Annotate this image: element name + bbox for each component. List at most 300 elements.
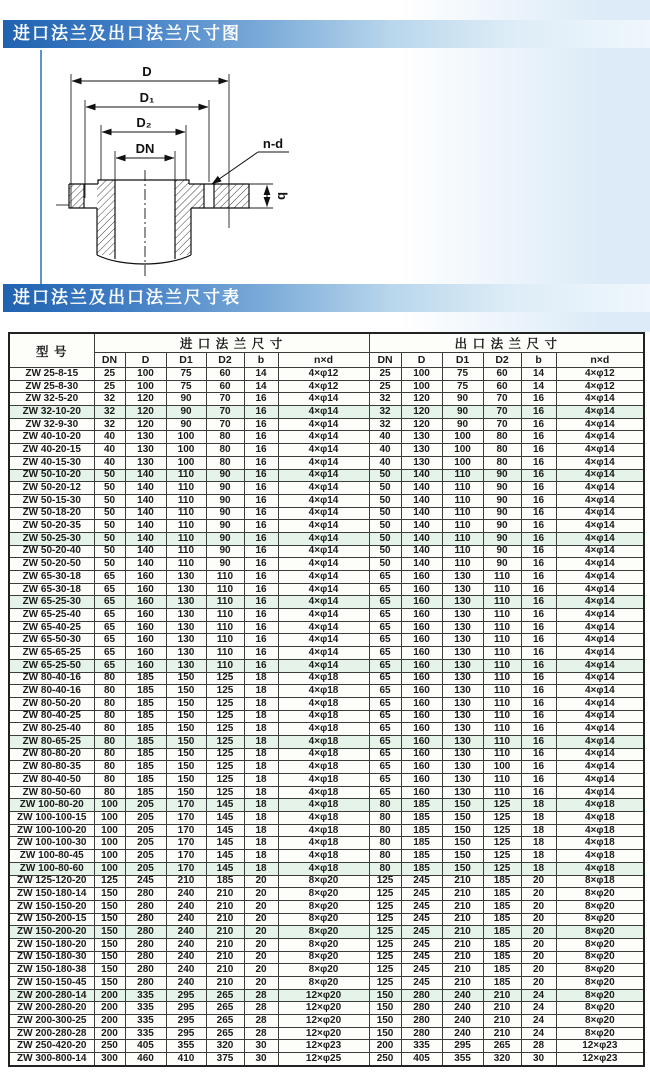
dimension-cell: 110 <box>166 558 206 571</box>
dimension-cell: 185 <box>483 938 521 951</box>
dimension-cell: 120 <box>125 393 166 406</box>
dimension-cell: 120 <box>401 418 442 431</box>
dimension-cell: 130 <box>442 761 483 774</box>
dimension-cell: 12×φ23 <box>278 1040 369 1053</box>
flange-section-diagram <box>26 48 342 286</box>
dimension-cell: 60 <box>206 368 244 381</box>
dimension-cell: 8×φ20 <box>278 964 369 977</box>
dimension-cell: 8×φ20 <box>556 977 644 990</box>
dimension-cell: 12×φ23 <box>556 1040 644 1053</box>
dimension-cell: 16 <box>244 532 278 545</box>
dimension-cell: 125 <box>369 900 401 913</box>
model-cell: ZW 100-100-30 <box>9 837 94 850</box>
table-row <box>9 926 644 939</box>
dimension-cell: 185 <box>125 723 166 736</box>
dimension-cell: 20 <box>244 926 278 939</box>
dimension-cell: 145 <box>206 850 244 863</box>
dimension-cell: 16 <box>244 558 278 571</box>
model-cell: ZW 50-20-35 <box>9 520 94 533</box>
dimension-cell: 110 <box>483 621 521 634</box>
dimension-cell: 110 <box>166 520 206 533</box>
dimension-cell: 65 <box>94 596 125 609</box>
dimension-cell: 125 <box>369 913 401 926</box>
dimension-cell: 185 <box>401 850 442 863</box>
dimension-cell: 160 <box>401 723 442 736</box>
dimension-cell: 150 <box>166 697 206 710</box>
dimension-cell: 125 <box>483 862 521 875</box>
col-header-inlet-d1: D1 <box>166 353 206 368</box>
dimension-cell: 185 <box>125 748 166 761</box>
dimension-cell: 185 <box>401 837 442 850</box>
dimension-cell: 18 <box>244 723 278 736</box>
dimension-cell: 150 <box>94 964 125 977</box>
dimension-cell: 110 <box>166 507 206 520</box>
dimension-cell: 125 <box>206 672 244 685</box>
dimension-cell: 110 <box>206 659 244 672</box>
table-row <box>9 368 644 381</box>
dimension-cell: 4×φ14 <box>556 710 644 723</box>
dimension-cell: 12×φ20 <box>278 1002 369 1015</box>
dimension-cell: 110 <box>206 609 244 622</box>
dimension-cell: 130 <box>442 723 483 736</box>
dimension-cell: 80 <box>94 735 125 748</box>
dimension-cell: 100 <box>442 444 483 457</box>
dimension-cell: 160 <box>125 609 166 622</box>
model-cell: ZW 200-280-20 <box>9 1002 94 1015</box>
dimension-cell: 18 <box>521 812 556 825</box>
dimension-cell: 240 <box>166 938 206 951</box>
table-row <box>9 1053 644 1066</box>
model-cell: ZW 200-280-28 <box>9 1027 94 1040</box>
model-cell: ZW 100-80-45 <box>9 850 94 863</box>
table-row <box>9 685 644 698</box>
dimension-cell: 80 <box>94 761 125 774</box>
col-header-inlet-nxd: n×d <box>278 353 369 368</box>
dimension-cell: 150 <box>94 977 125 990</box>
dimension-cell: 100 <box>442 456 483 469</box>
dimension-cell: 4×φ14 <box>556 634 644 647</box>
dimension-cell: 110 <box>166 482 206 495</box>
dimension-cell: 4×φ14 <box>556 672 644 685</box>
table-header-group-row <box>9 333 644 353</box>
dimension-cell: 110 <box>442 520 483 533</box>
dimension-cell: 110 <box>483 596 521 609</box>
dimension-cell: 245 <box>401 926 442 939</box>
dimension-cell: 130 <box>442 659 483 672</box>
dimension-cell: 145 <box>206 824 244 837</box>
dimension-cell: 265 <box>206 1002 244 1015</box>
table-row <box>9 532 644 545</box>
dimension-cell: 18 <box>521 799 556 812</box>
dimension-cell: 160 <box>125 571 166 584</box>
table-row <box>9 938 644 951</box>
dimension-cell: 50 <box>369 469 401 482</box>
dimension-cell: 8×φ20 <box>278 951 369 964</box>
dimension-cell: 160 <box>401 761 442 774</box>
table-row <box>9 558 644 571</box>
dimension-cell: 4×φ14 <box>556 571 644 584</box>
dimension-cell: 335 <box>125 1015 166 1028</box>
dimension-cell: 335 <box>125 1002 166 1015</box>
model-cell: ZW 100-80-20 <box>9 799 94 812</box>
col-header-model: 型 号 <box>9 333 94 368</box>
dimension-cell: 150 <box>166 735 206 748</box>
model-cell: ZW 65-30-18 <box>9 571 94 584</box>
dimension-cell: 210 <box>206 913 244 926</box>
dimension-cell: 150 <box>369 1015 401 1028</box>
dimension-cell: 40 <box>94 444 125 457</box>
dimension-cell: 90 <box>206 545 244 558</box>
table-row <box>9 621 644 634</box>
dimension-cell: 265 <box>206 1015 244 1028</box>
dimension-cell: 4×φ18 <box>278 786 369 799</box>
dimension-cell: 125 <box>206 697 244 710</box>
dimension-cell: 160 <box>125 621 166 634</box>
model-cell: ZW 125-120-20 <box>9 875 94 888</box>
dimension-cell: 130 <box>442 634 483 647</box>
dimension-cell: 130 <box>442 571 483 584</box>
table-row <box>9 431 644 444</box>
model-cell: ZW 50-20-50 <box>9 558 94 571</box>
dimension-cell: 65 <box>369 583 401 596</box>
dimension-cell: 100 <box>94 862 125 875</box>
model-cell: ZW 50-20-40 <box>9 545 94 558</box>
dimension-cell: 8×φ20 <box>278 900 369 913</box>
dimension-cell: 90 <box>206 532 244 545</box>
dimension-cell: 20 <box>521 964 556 977</box>
dimension-cell: 24 <box>521 1015 556 1028</box>
dimension-cell: 140 <box>401 545 442 558</box>
dimension-cell: 4×φ14 <box>278 532 369 545</box>
dimension-cell: 320 <box>206 1040 244 1053</box>
dimension-cell: 14 <box>244 380 278 393</box>
dimension-cell: 185 <box>401 812 442 825</box>
dimension-cell: 65 <box>369 659 401 672</box>
dimension-cell: 150 <box>94 888 125 901</box>
dimension-cell: 100 <box>94 812 125 825</box>
model-cell: ZW 40-15-30 <box>9 456 94 469</box>
dimension-cell: 240 <box>166 888 206 901</box>
dimension-cell: 150 <box>442 862 483 875</box>
dimension-cell: 110 <box>483 774 521 787</box>
dimension-cell: 205 <box>125 837 166 850</box>
dimension-cell: 80 <box>94 774 125 787</box>
dimension-cell: 65 <box>369 596 401 609</box>
dimension-cell: 65 <box>94 609 125 622</box>
dimension-cell: 4×φ14 <box>556 697 644 710</box>
dimension-cell: 200 <box>94 1002 125 1015</box>
dimension-cell: 4×φ14 <box>278 482 369 495</box>
dimension-cell: 18 <box>244 786 278 799</box>
dimension-cell: 65 <box>369 609 401 622</box>
dimension-cell: 4×φ14 <box>278 659 369 672</box>
dimension-cell: 65 <box>369 723 401 736</box>
dimension-cell: 20 <box>244 977 278 990</box>
b-extension-lines <box>249 184 273 208</box>
dimension-cell: 32 <box>94 393 125 406</box>
dimension-cell: 245 <box>125 875 166 888</box>
dimension-cell: 110 <box>483 786 521 799</box>
dimension-cell: 4×φ14 <box>556 520 644 533</box>
dimension-cell: 16 <box>521 761 556 774</box>
dimension-cell: 65 <box>369 672 401 685</box>
dimension-cell: 90 <box>483 469 521 482</box>
dimension-cell: 100 <box>94 799 125 812</box>
dimension-cell: 130 <box>442 697 483 710</box>
dimension-cell: 28 <box>521 1040 556 1053</box>
table-row <box>9 697 644 710</box>
dimension-cell: 16 <box>244 393 278 406</box>
col-header-outlet-dn: DN <box>369 353 401 368</box>
dimension-cell: 4×φ18 <box>278 723 369 736</box>
model-cell: ZW 150-200-15 <box>9 913 94 926</box>
dimension-cell: 125 <box>369 888 401 901</box>
dimension-cell: 170 <box>166 824 206 837</box>
dimension-cell: 40 <box>369 444 401 457</box>
dimension-cell: 20 <box>244 900 278 913</box>
dimension-cell: 205 <box>125 812 166 825</box>
dimension-cell: 125 <box>369 938 401 951</box>
dimension-cell: 4×φ14 <box>278 558 369 571</box>
dimension-cell: 16 <box>244 571 278 584</box>
model-cell: ZW 150-180-30 <box>9 951 94 964</box>
table-row <box>9 418 644 431</box>
dimension-cell: 210 <box>442 926 483 939</box>
dimension-cell: 100 <box>94 850 125 863</box>
dimension-cell: 20 <box>521 977 556 990</box>
dimension-cell: 16 <box>521 520 556 533</box>
dimension-cell: 50 <box>94 532 125 545</box>
dimension-cell: 70 <box>483 418 521 431</box>
dimension-cell: 28 <box>244 1015 278 1028</box>
dimension-cell: 140 <box>401 532 442 545</box>
table-row <box>9 647 644 660</box>
model-cell: ZW 65-25-40 <box>9 609 94 622</box>
dimension-cell: 110 <box>483 571 521 584</box>
dimension-cell: 16 <box>244 634 278 647</box>
dimension-cell: 170 <box>166 862 206 875</box>
dimension-cell: 130 <box>442 672 483 685</box>
dimension-cell: 18 <box>244 761 278 774</box>
dimension-cell: 40 <box>369 456 401 469</box>
dimension-cell: 16 <box>244 583 278 596</box>
model-cell: ZW 200-280-14 <box>9 989 94 1002</box>
model-cell: ZW 250-420-20 <box>9 1040 94 1053</box>
dimension-cell: 140 <box>401 494 442 507</box>
dimension-cell: 160 <box>125 647 166 660</box>
model-cell: ZW 50-20-12 <box>9 482 94 495</box>
dimension-cell: 110 <box>442 469 483 482</box>
dimension-cell: 110 <box>206 647 244 660</box>
model-cell: ZW 50-25-30 <box>9 532 94 545</box>
dimension-cell: 150 <box>166 685 206 698</box>
col-header-inlet-b: b <box>244 353 278 368</box>
dimension-cell: 4×φ14 <box>278 494 369 507</box>
table-row <box>9 850 644 863</box>
dimension-cell: 20 <box>244 875 278 888</box>
dimension-cell: 16 <box>244 609 278 622</box>
dimension-cell: 4×φ14 <box>556 748 644 761</box>
table-row <box>9 380 644 393</box>
dimension-cell: 50 <box>369 545 401 558</box>
dimension-cell: 130 <box>401 431 442 444</box>
model-cell: ZW 80-65-25 <box>9 735 94 748</box>
table-row <box>9 1027 644 1040</box>
dimension-cell: 16 <box>521 748 556 761</box>
dimension-cell: 100 <box>125 368 166 381</box>
dimension-cell: 110 <box>442 545 483 558</box>
dimension-cell: 4×φ14 <box>556 444 644 457</box>
dimension-cell: 4×φ14 <box>278 507 369 520</box>
dim-label-D1: D₁ <box>139 90 155 105</box>
dimension-cell: 80 <box>483 444 521 457</box>
dimension-cell: 4×φ14 <box>278 621 369 634</box>
dimension-cell: 80 <box>369 837 401 850</box>
dimension-cell: 210 <box>442 888 483 901</box>
dimension-cell: 185 <box>483 951 521 964</box>
dimension-cell: 20 <box>521 888 556 901</box>
dimension-cell: 210 <box>483 989 521 1002</box>
dimension-cell: 4×φ14 <box>278 583 369 596</box>
dimension-cell: 130 <box>442 735 483 748</box>
dimension-cell: 405 <box>125 1040 166 1053</box>
dimension-cell: 4×φ14 <box>556 456 644 469</box>
model-cell: ZW 80-40-16 <box>9 685 94 698</box>
dimension-cell: 125 <box>206 748 244 761</box>
dimension-cell: 90 <box>206 482 244 495</box>
dimension-cell: 125 <box>483 812 521 825</box>
dimension-cell: 205 <box>125 824 166 837</box>
table-row <box>9 1015 644 1028</box>
dimension-cell: 160 <box>401 697 442 710</box>
dimension-cell: 160 <box>401 621 442 634</box>
dimension-cell: 18 <box>521 837 556 850</box>
dimension-cell: 240 <box>442 1027 483 1040</box>
dimension-cell: 65 <box>369 571 401 584</box>
dimension-cell: 50 <box>369 558 401 571</box>
table-row <box>9 774 644 787</box>
dimension-cell: 16 <box>244 494 278 507</box>
dimension-cell: 8×φ20 <box>278 888 369 901</box>
dimension-cell: 130 <box>125 444 166 457</box>
dimension-cell: 50 <box>94 545 125 558</box>
dimension-cell: 4×φ12 <box>278 368 369 381</box>
dimension-cell: 145 <box>206 862 244 875</box>
dimension-cell: 70 <box>483 393 521 406</box>
dimension-cell: 16 <box>521 545 556 558</box>
dimension-cell: 16 <box>244 469 278 482</box>
col-header-outlet-d: D <box>401 353 442 368</box>
dimension-cell: 245 <box>401 900 442 913</box>
dimension-cell: 185 <box>401 862 442 875</box>
table-row <box>9 875 644 888</box>
dimension-cell: 8×φ20 <box>278 938 369 951</box>
dimension-cell: 110 <box>483 723 521 736</box>
table-row <box>9 837 644 850</box>
dimension-cell: 60 <box>483 368 521 381</box>
dimension-cell: 130 <box>166 621 206 634</box>
dimension-cell: 240 <box>166 926 206 939</box>
dimension-cell: 4×φ14 <box>278 609 369 622</box>
dimension-cell: 90 <box>166 393 206 406</box>
dimension-cell: 4×φ14 <box>556 596 644 609</box>
dimension-cell: 240 <box>166 977 206 990</box>
dimension-cell: 90 <box>166 418 206 431</box>
dimension-cell: 90 <box>483 494 521 507</box>
dimension-cell: 130 <box>166 571 206 584</box>
dimension-cell: 210 <box>442 875 483 888</box>
dimension-cell: 32 <box>369 418 401 431</box>
dimension-cell: 240 <box>442 1002 483 1015</box>
dimension-cell: 32 <box>94 418 125 431</box>
dimension-cell: 205 <box>125 850 166 863</box>
dimension-cell: 8×φ20 <box>556 900 644 913</box>
model-cell: ZW 80-25-40 <box>9 723 94 736</box>
dimension-cell: 20 <box>521 875 556 888</box>
dimension-cell: 4×φ14 <box>556 545 644 558</box>
dimension-cell: 80 <box>94 786 125 799</box>
dimension-cell: 405 <box>401 1053 442 1066</box>
table-row <box>9 862 644 875</box>
dimension-cell: 130 <box>442 647 483 660</box>
dim-label-DN: DN <box>135 141 155 156</box>
table-section-title: 进口法兰及出口法兰尺寸表 <box>3 284 650 312</box>
model-cell: ZW 65-25-50 <box>9 659 94 672</box>
dimension-cell: 205 <box>125 799 166 812</box>
model-cell: ZW 50-15-30 <box>9 494 94 507</box>
dimension-cell: 16 <box>521 571 556 584</box>
dimension-cell: 245 <box>401 875 442 888</box>
dimension-cell: 185 <box>483 964 521 977</box>
dimension-cell: 70 <box>206 406 244 419</box>
dimension-cell: 4×φ18 <box>278 697 369 710</box>
dimension-cell: 16 <box>244 482 278 495</box>
dimension-cell: 185 <box>483 913 521 926</box>
dimension-cell: 150 <box>94 951 125 964</box>
dimension-cell: 18 <box>244 710 278 723</box>
dimension-cell: 160 <box>401 685 442 698</box>
dimension-cell: 295 <box>166 989 206 1002</box>
dimension-cell: 4×φ14 <box>278 634 369 647</box>
dimension-cell: 240 <box>442 1015 483 1028</box>
dimension-cell: 16 <box>244 621 278 634</box>
dimension-cell: 110 <box>483 634 521 647</box>
dimension-cell: 16 <box>521 710 556 723</box>
dimension-cell: 20 <box>244 938 278 951</box>
dimension-cell: 125 <box>206 685 244 698</box>
dimension-cell: 140 <box>125 532 166 545</box>
col-header-outlet-nxd: n×d <box>556 353 644 368</box>
table-row <box>9 507 644 520</box>
dimension-cell: 150 <box>442 850 483 863</box>
dimension-cell: 40 <box>94 431 125 444</box>
dimension-cell: 80 <box>206 444 244 457</box>
dimension-cell: 50 <box>369 482 401 495</box>
dimension-cell: 4×φ14 <box>278 406 369 419</box>
dimension-cell: 145 <box>206 837 244 850</box>
col-group-outlet: 出 口 法 兰 尺 寸 <box>369 333 644 353</box>
dimension-cell: 160 <box>401 647 442 660</box>
model-cell: ZW 65-40-25 <box>9 621 94 634</box>
table-row <box>9 900 644 913</box>
dimension-cell: 150 <box>369 1002 401 1015</box>
dimension-cell: 130 <box>442 621 483 634</box>
dimension-cell: 16 <box>521 647 556 660</box>
dimension-cell: 125 <box>369 926 401 939</box>
dimension-cell: 4×φ14 <box>556 507 644 520</box>
dimension-cell: 110 <box>483 710 521 723</box>
dimension-cell: 4×φ14 <box>556 735 644 748</box>
